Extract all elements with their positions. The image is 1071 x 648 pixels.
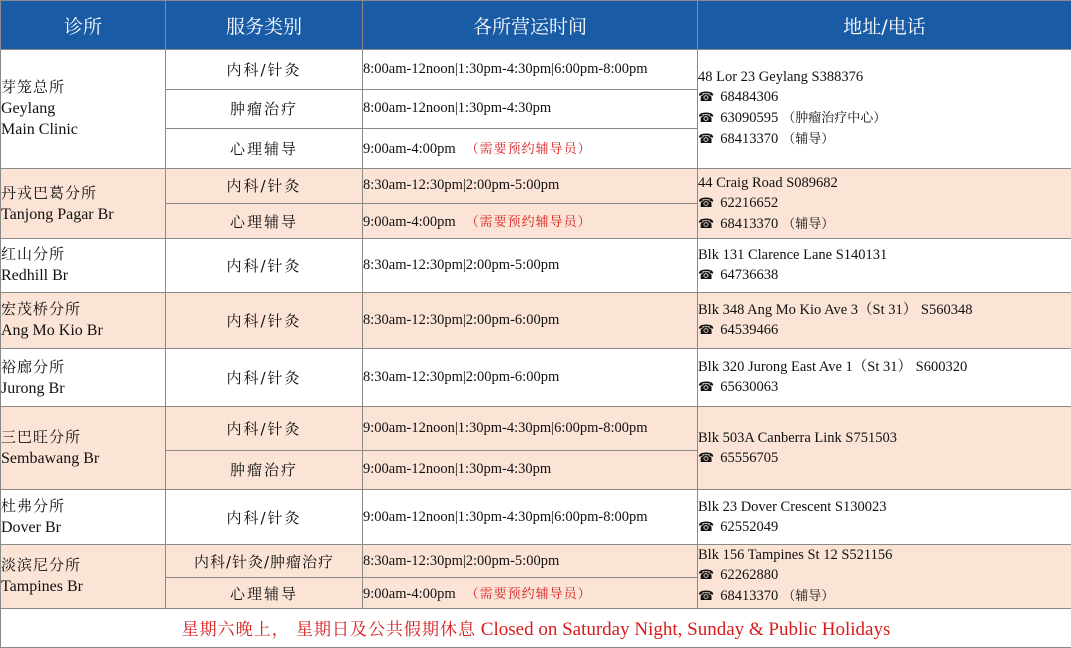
service-cell: 肿瘤治疗: [166, 450, 363, 489]
address-text: Blk 503A Canberra Link S751503: [698, 429, 897, 446]
appointment-note: （需要预约辅导员）: [465, 142, 592, 158]
clinic-name-cn: 淡滨尼分所: [1, 556, 82, 575]
address-text: 48 Lor 23 Geylang S388376: [698, 69, 864, 86]
phone-line: [698, 377, 1071, 398]
hours-cell: [363, 168, 698, 203]
clinic-name-cn: 红山分所: [1, 245, 66, 264]
address-cell-sembawang: [698, 407, 1071, 490]
clinic-name-en: Tanjong Pagar Br: [1, 205, 114, 223]
clinic-cell-ang-mo-kio: [1, 292, 166, 348]
phone-number: 68484306: [720, 89, 779, 106]
closed-notice-en: Closed on Saturday Night, Sunday & Public Holidays: [480, 618, 891, 640]
telephone-icon: ☎: [698, 322, 715, 338]
hours-text: 9:00am-12noon|1:30pm-4:30pm: [363, 461, 552, 478]
hours-text: 8:30am-12:30pm|2:00pm-5:00pm: [363, 256, 560, 273]
hours-text: 9:00am-4:00pm: [363, 586, 456, 603]
clinic-name-en: Geylang: [1, 100, 56, 118]
phone-line: [698, 517, 1071, 538]
telephone-icon: ☎: [698, 450, 715, 466]
clinic-cell-jurong: [1, 348, 166, 406]
phone-note: （辅导）: [782, 589, 835, 605]
service-cell: 内科/针灸: [166, 407, 363, 450]
phone-line: [698, 214, 1071, 235]
clinic-name-cn: 杜弗分所: [1, 497, 66, 516]
clinic-name-cn: 三巴旺分所: [1, 428, 82, 447]
telephone-icon: ☎: [698, 195, 715, 211]
hours-text: 9:00am-4:00pm: [363, 141, 456, 158]
table-row: [1, 292, 1071, 348]
telephone-icon: ☎: [698, 380, 715, 396]
phone-note: （肿瘤治疗中心）: [782, 111, 887, 127]
service-cell: 内科/针灸: [166, 292, 363, 348]
table-row: [1, 348, 1071, 406]
hours-cell: [363, 407, 698, 450]
telephone-icon: ☎: [698, 216, 715, 232]
service-cell: 肿瘤治疗: [166, 90, 363, 128]
hours-cell: [363, 50, 698, 90]
header-hours: 各所营运时间: [363, 1, 698, 50]
hours-cell: [363, 348, 698, 406]
phone-line: [698, 448, 1071, 469]
service-cell: 心理辅导: [166, 204, 363, 239]
phone-line: [698, 320, 1071, 341]
clinic-cell-tanjong-pagar: [1, 168, 166, 238]
hours-cell: [363, 292, 698, 348]
phone-number: 68413370: [720, 131, 779, 148]
address-cell-ang-mo-kio: [698, 292, 1071, 348]
header-service: 服务类别: [166, 1, 363, 50]
clinic-cell-redhill: [1, 239, 166, 292]
clinic-name-cn: 丹戎巴葛分所: [1, 183, 98, 202]
hours-text: 8:00am-12noon|1:30pm-4:30pm: [363, 100, 552, 117]
hours-cell: [363, 90, 698, 128]
hours-text: 8:30am-12:30pm|2:00pm-5:00pm: [363, 177, 560, 194]
clinic-name-en: Jurong Br: [1, 379, 65, 397]
hours-cell: [363, 450, 698, 489]
table-row: [1, 168, 1071, 203]
table-row: [1, 545, 1071, 578]
phone-line: [698, 108, 1071, 129]
closed-notice-cn: 星期六晚上， 星期日及公共假期休息: [181, 619, 477, 640]
table-row: [1, 407, 1071, 450]
header-address: 地址/电话: [698, 1, 1071, 50]
address-cell-redhill: [698, 239, 1071, 292]
telephone-icon: ☎: [698, 90, 715, 106]
hours-cell: [363, 239, 698, 292]
phone-line: [698, 129, 1071, 150]
table-row: [1, 239, 1071, 292]
appointment-note: （需要预约辅导员）: [465, 587, 592, 603]
telephone-icon: ☎: [698, 568, 715, 584]
phone-number: 62552049: [720, 518, 779, 535]
phone-note: （辅导）: [782, 216, 835, 232]
hours-text: 8:00am-12noon|1:30pm-4:30pm|6:00pm-8:00pm: [363, 61, 648, 78]
address-text: Blk 23 Dover Crescent S130023: [698, 498, 887, 515]
clinic-name-cn: 宏茂桥分所: [1, 300, 82, 319]
phone-line: [698, 265, 1071, 286]
phone-number: 65556705: [720, 449, 779, 466]
address-cell-jurong: [698, 348, 1071, 406]
address-cell-dover: [698, 489, 1071, 544]
clinic-name-en-2: Main Clinic: [1, 121, 78, 139]
closed-notice: [1, 608, 1071, 647]
telephone-icon: ☎: [698, 589, 715, 605]
address-text: 44 Craig Road S089682: [698, 174, 838, 191]
clinic-cell-tampines: [1, 545, 166, 608]
phone-line: [698, 193, 1071, 214]
clinic-name-cn: 芽笼总所: [1, 78, 66, 97]
table-row: [1, 489, 1071, 544]
appointment-note: （需要预约辅导员）: [465, 215, 592, 231]
address-cell-geylang: [698, 50, 1071, 169]
hours-cell: [363, 578, 698, 608]
service-cell: 心理辅导: [166, 578, 363, 608]
clinic-cell-geylang: [1, 50, 166, 169]
clinic-name-cn: 裕廊分所: [1, 357, 66, 376]
phone-number: 68413370: [720, 588, 779, 605]
hours-text: 8:30am-12:30pm|2:00pm-6:00pm: [363, 369, 560, 386]
hours-text: 8:30am-12:30pm|2:00pm-6:00pm: [363, 311, 560, 328]
footer-row: [1, 608, 1071, 647]
clinic-name-en: Sembawang Br: [1, 450, 100, 468]
address-text: Blk 320 Jurong East Ave 1（St 31） S600320: [698, 359, 968, 376]
telephone-icon: ☎: [698, 111, 715, 127]
table-row: [1, 50, 1071, 90]
phone-number: 62216652: [720, 194, 779, 211]
service-cell: 内科/针灸: [166, 348, 363, 406]
address-cell-tanjong-pagar: [698, 168, 1071, 238]
service-cell: 内科/针灸/肿瘤治疗: [166, 545, 363, 578]
clinic-name-en: Tampines Br: [1, 578, 83, 596]
phone-number: 68413370: [720, 215, 779, 232]
address-text: Blk 348 Ang Mo Kio Ave 3（St 31） S560348: [698, 301, 973, 318]
phone-number: 64539466: [720, 321, 779, 338]
hours-text: 9:00am-12noon|1:30pm-4:30pm|6:00pm-8:00pm: [363, 508, 648, 525]
service-cell: 心理辅导: [166, 128, 363, 168]
phone-number: 63090595: [720, 110, 779, 127]
telephone-icon: ☎: [698, 132, 715, 148]
service-cell: 内科/针灸: [166, 489, 363, 544]
clinic-name-en: Dover Br: [1, 519, 61, 537]
service-cell: 内科/针灸: [166, 168, 363, 203]
phone-number: 62262880: [720, 567, 779, 584]
telephone-icon: ☎: [698, 267, 715, 283]
header-clinic: 诊所: [1, 1, 166, 50]
service-cell: 内科/针灸: [166, 50, 363, 90]
clinic-name-en: Ang Mo Kio Br: [1, 322, 103, 340]
phone-line: [698, 586, 1071, 607]
hours-text: 9:00am-12noon|1:30pm-4:30pm|6:00pm-8:00pm: [363, 419, 648, 436]
address-text: Blk 156 Tampines St 12 S521156: [698, 547, 893, 564]
phone-number: 65630063: [720, 379, 779, 396]
hours-cell: [363, 545, 698, 578]
hours-cell: [363, 128, 698, 168]
clinic-cell-sembawang: [1, 407, 166, 490]
clinic-cell-dover: [1, 489, 166, 544]
address-text: Blk 131 Clarence Lane S140131: [698, 246, 888, 263]
hours-cell: [363, 489, 698, 544]
telephone-icon: ☎: [698, 519, 715, 535]
hours-cell: [363, 204, 698, 239]
service-cell: 内科/针灸: [166, 239, 363, 292]
header-row: [1, 1, 1071, 50]
hours-text: 8:30am-12:30pm|2:00pm-5:00pm: [363, 552, 560, 569]
phone-line: [698, 565, 1071, 586]
clinic-name-en: Redhill Br: [1, 267, 69, 285]
phone-line: [698, 87, 1071, 108]
phone-note: （辅导）: [782, 132, 835, 148]
phone-number: 64736638: [720, 266, 779, 283]
address-cell-tampines: [698, 545, 1071, 608]
hours-text: 9:00am-4:00pm: [363, 214, 456, 231]
